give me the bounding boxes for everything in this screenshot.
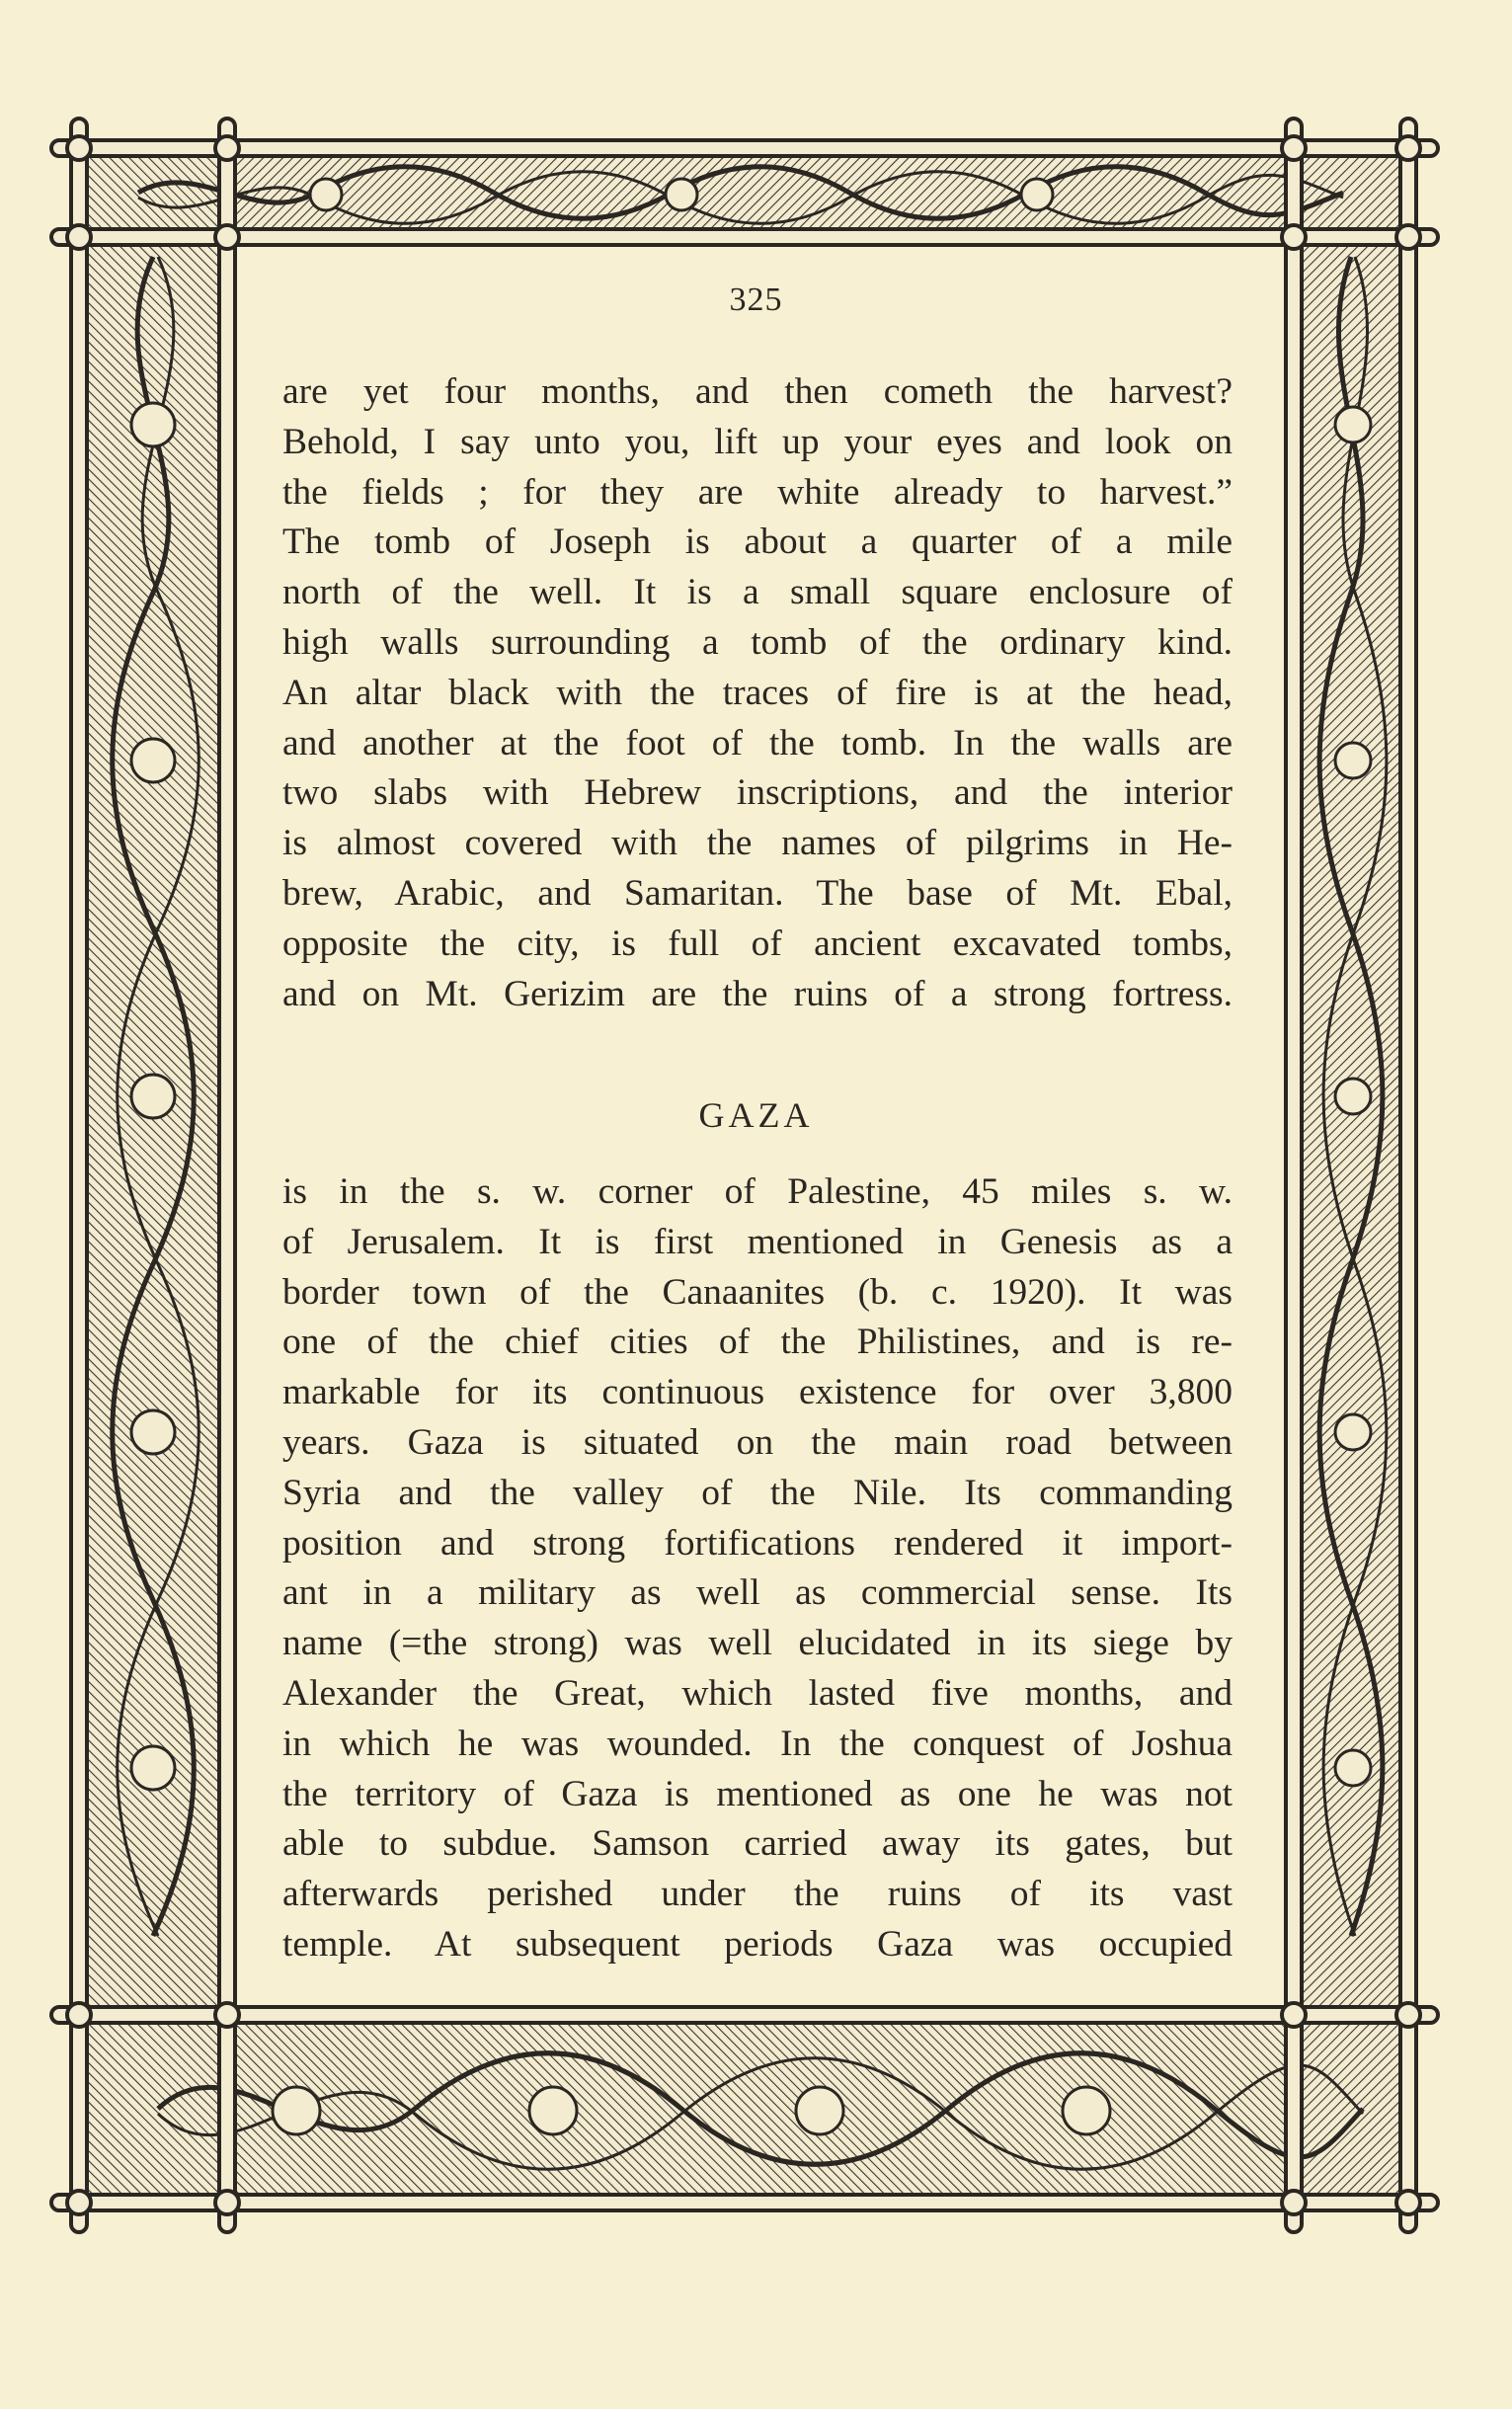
text-line: Behold, I say unto you, lift up your eyes and look on: [282, 421, 1233, 462]
text-line: the territory of Gaza is mentioned as one he was not: [282, 1773, 1233, 1814]
text-line: ant in a military as well as commercial sense. Its: [282, 1572, 1233, 1614]
paragraph-gaza: [282, 1167, 1233, 1970]
text-line: able to subdue. Samson carried away its gates, but: [282, 1823, 1233, 1865]
text-line: are yet four months, and then cometh the harvest?: [282, 371, 1233, 412]
text-line: two slabs with Hebrew inscriptions, and the interior: [282, 772, 1233, 814]
text-line: afterwards perished under the ruins of its vast: [282, 1874, 1233, 1915]
text-line: is in the s. w. corner of Palestine, 45 miles s. w.: [282, 1171, 1233, 1212]
text-line: The tomb of Joseph is about a quarter of a mile: [282, 522, 1233, 563]
text-line: and another at the foot of the tomb. In the walls are: [282, 722, 1233, 763]
text-line: temple. At subsequent periods Gaza was occupied: [282, 1923, 1233, 1965]
text-line: high walls surrounding a tomb of the ordinary kind.: [282, 621, 1233, 663]
text-line: Alexander the Great, which lasted five months, and: [282, 1672, 1233, 1714]
text-line: name (=the strong) was well elucidated in its siege by: [282, 1623, 1233, 1664]
text-line: Syria and the valley of the Nile. Its commanding: [282, 1472, 1233, 1513]
text-line: years. Gaza is situated on the main road between: [282, 1421, 1233, 1463]
text-line: of Jerusalem. It is first mentioned in Genesis as a: [282, 1221, 1233, 1262]
text-line: brew, Arabic, and Samaritan. The base of Mt. Ebal,: [282, 872, 1233, 914]
text-line: in which he was wounded. In the conquest of Joshua: [282, 1723, 1233, 1764]
text-line: border town of the Canaanites (b. c. 1920). It was: [282, 1271, 1233, 1313]
text-line: An altar black with the traces of fire is at the head,: [282, 672, 1233, 713]
text-line: and on Mt. Gerizim are the ruins of a strong fortress.: [282, 973, 1233, 1014]
text-line: position and strong fortifications rendered it import-: [282, 1522, 1233, 1564]
text-line: is almost covered with the names of pilgrims in He-: [282, 823, 1233, 864]
page-number: 325: [729, 281, 783, 318]
text-line: north of the well. It is a small square enclosure of: [282, 572, 1233, 613]
text-line: the fields ; for they are white already to harvest.”: [282, 471, 1233, 513]
text-line: one of the chief cities of the Philistines, and is re-: [282, 1322, 1233, 1363]
text-line: markable for its continuous existence for over 3,800: [282, 1372, 1233, 1413]
text-line: opposite the city, is full of ancient excavated tombs,: [282, 923, 1233, 964]
section-heading-gaza: GAZA: [698, 1095, 814, 1135]
paragraph-tomb-of-joseph: [282, 367, 1233, 1019]
